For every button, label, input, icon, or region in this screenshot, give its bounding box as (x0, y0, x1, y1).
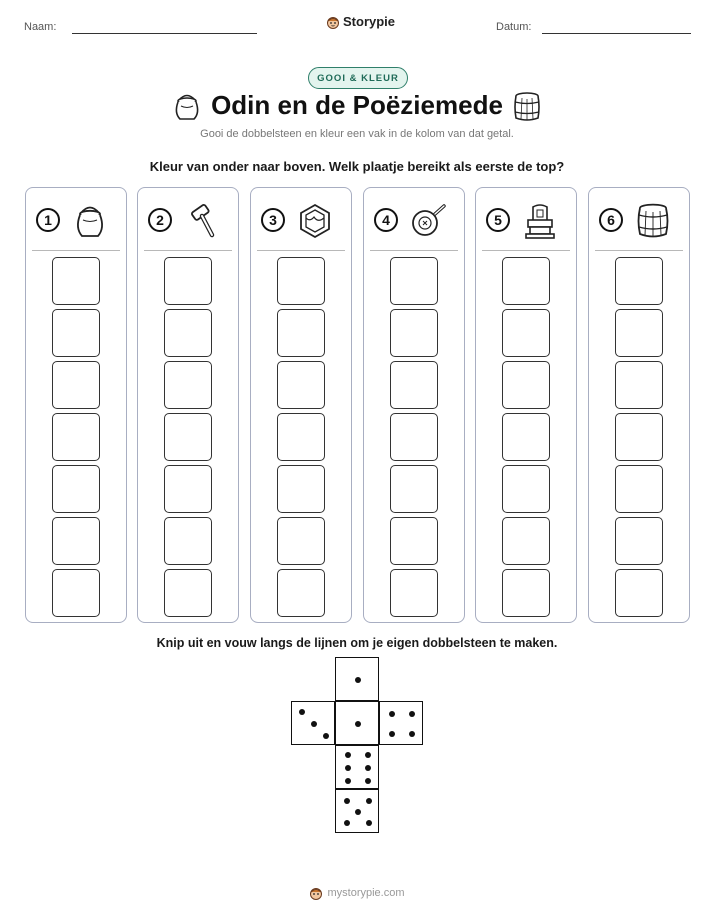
color-box[interactable] (164, 413, 212, 461)
footer-url[interactable]: mystorypie.com (327, 887, 405, 899)
color-box[interactable] (615, 569, 663, 617)
color-box[interactable] (390, 465, 438, 513)
brand-name: Storypie (343, 14, 396, 29)
worksheet-header (0, 0, 714, 50)
dice-pip (355, 809, 361, 815)
pie-mascot-icon (309, 886, 323, 900)
color-box[interactable] (615, 465, 663, 513)
color-box[interactable] (52, 257, 100, 305)
color-box[interactable] (277, 309, 325, 357)
color-box[interactable] (502, 257, 550, 305)
color-box[interactable] (390, 257, 438, 305)
dice-pip (389, 731, 395, 737)
throne-icon (522, 202, 558, 240)
column-6 (588, 187, 690, 623)
name-line[interactable] (72, 33, 257, 34)
column-number: 3 (261, 208, 285, 232)
dice-pip (409, 731, 415, 737)
column-header (138, 188, 238, 251)
pan-icon (410, 202, 446, 240)
column-divider (595, 250, 683, 251)
color-box[interactable] (502, 569, 550, 617)
dice-pip (365, 778, 371, 784)
column-2 (137, 187, 239, 623)
column-header (476, 188, 576, 251)
honey-icon (297, 202, 333, 240)
dice-pip (345, 752, 351, 758)
column-3 (250, 187, 352, 623)
color-box[interactable] (390, 517, 438, 565)
color-box[interactable] (390, 413, 438, 461)
color-box[interactable] (164, 569, 212, 617)
dice-pip (345, 765, 351, 771)
color-box[interactable] (277, 413, 325, 461)
dice-pip (365, 752, 371, 758)
color-box[interactable] (277, 569, 325, 617)
color-box[interactable] (277, 361, 325, 409)
activity-badge: GOOI & KLEUR (308, 67, 408, 89)
column-header (26, 188, 126, 251)
name-label: Naam: (24, 21, 57, 33)
dice-face-1 (335, 657, 379, 701)
color-box[interactable] (52, 465, 100, 513)
column-number: 5 (486, 208, 510, 232)
color-box[interactable] (502, 517, 550, 565)
color-box[interactable] (52, 569, 100, 617)
dice-face-1 (335, 701, 379, 745)
barrel-icon (512, 91, 542, 123)
pie-mascot-icon (326, 15, 340, 29)
dice-pip (409, 711, 415, 717)
column-divider (482, 250, 570, 251)
color-box[interactable] (502, 465, 550, 513)
column-number: 6 (599, 208, 623, 232)
page-title: Odin en de Poëziemede (211, 90, 503, 120)
date-line[interactable] (542, 33, 691, 34)
color-box[interactable] (615, 309, 663, 357)
color-box[interactable] (52, 309, 100, 357)
column-number: 1 (36, 208, 60, 232)
dice-pip (344, 820, 350, 826)
column-divider (257, 250, 345, 251)
color-box[interactable] (164, 257, 212, 305)
dice-face-3 (291, 701, 335, 745)
color-box[interactable] (164, 361, 212, 409)
dice-pip (311, 721, 317, 727)
dice-face-4 (379, 701, 423, 745)
subtitle: Gooi de dobbelsteen en kleur een vak in de kolom van dat getal. (200, 128, 514, 140)
column-header (364, 188, 464, 251)
color-box[interactable] (164, 517, 212, 565)
color-box[interactable] (615, 413, 663, 461)
color-box[interactable] (502, 309, 550, 357)
color-box[interactable] (277, 517, 325, 565)
dice-pip (389, 711, 395, 717)
color-box[interactable] (502, 361, 550, 409)
color-box[interactable] (615, 257, 663, 305)
pot-icon (72, 202, 108, 240)
color-box[interactable] (615, 517, 663, 565)
column-4 (363, 187, 465, 623)
column-5 (475, 187, 577, 623)
dice-pip (299, 709, 305, 715)
dice-pip (345, 778, 351, 784)
color-box[interactable] (52, 413, 100, 461)
dice-pip (366, 820, 372, 826)
column-header (589, 188, 689, 251)
color-box[interactable] (164, 465, 212, 513)
color-box[interactable] (390, 569, 438, 617)
dice-pip (355, 677, 361, 683)
footer (0, 886, 714, 900)
barrel-icon (635, 202, 671, 240)
column-header (251, 188, 351, 251)
color-box[interactable] (52, 517, 100, 565)
instruction: Kleur van onder naar boven. Welk plaatje bereikt als eerste de top? (149, 159, 565, 174)
color-box[interactable] (277, 465, 325, 513)
column-divider (370, 250, 458, 251)
color-box[interactable] (277, 257, 325, 305)
dice-face-6 (335, 745, 379, 789)
column-number: 2 (148, 208, 172, 232)
dice-pip (366, 798, 372, 804)
column-1 (25, 187, 127, 623)
hammer-icon (184, 202, 220, 240)
column-divider (144, 250, 232, 251)
color-box[interactable] (164, 309, 212, 357)
dice-pip (323, 733, 329, 739)
dice-pip (344, 798, 350, 804)
color-box[interactable] (390, 309, 438, 357)
dice-face-5 (335, 789, 379, 833)
column-number: 4 (374, 208, 398, 232)
dice-pip (365, 765, 371, 771)
date-label: Datum: (496, 21, 532, 33)
color-box[interactable] (390, 361, 438, 409)
dice-pip (355, 721, 361, 727)
color-box[interactable] (615, 361, 663, 409)
color-box[interactable] (52, 361, 100, 409)
cut-instruction: Knip uit en vouw langs de lijnen om je eigen dobbelsteen te maken. (156, 636, 558, 650)
column-divider (32, 250, 120, 251)
brand-logo (326, 14, 395, 29)
color-box[interactable] (502, 413, 550, 461)
